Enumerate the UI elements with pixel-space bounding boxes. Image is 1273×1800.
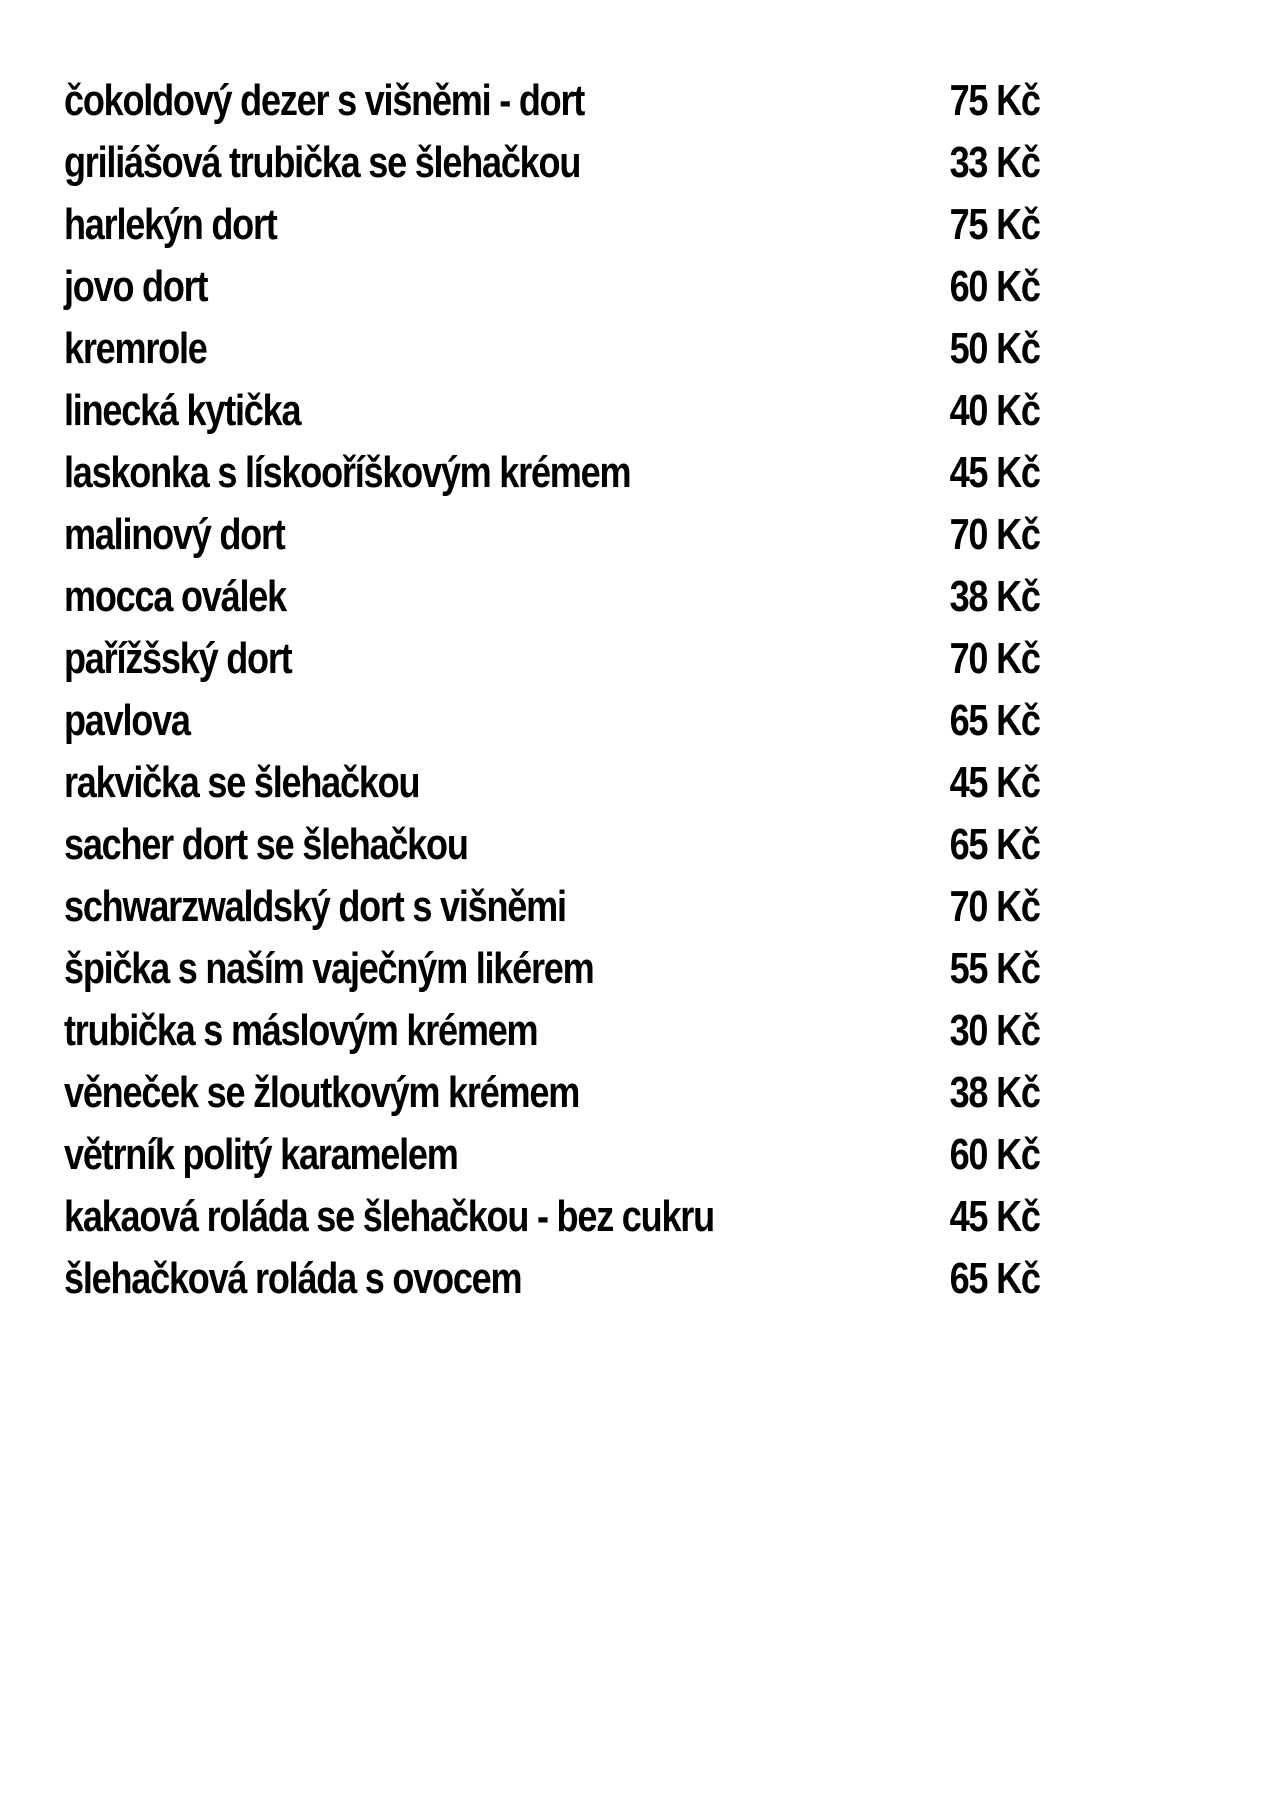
- item-price: 45 Kč: [949, 448, 1040, 497]
- list-item: [64, 752, 1040, 814]
- list-item: [64, 256, 1040, 318]
- list-item: [64, 70, 1040, 132]
- item-name: věneček se žloutkovým krémem: [64, 1068, 580, 1117]
- item-name: kakaová roláda se šlehačkou - bez cukru: [64, 1192, 714, 1241]
- item-price: 40 Kč: [949, 386, 1040, 435]
- item-price: 70 Kč: [949, 882, 1040, 931]
- list-item: [64, 380, 1040, 442]
- item-name: špička s naším vaječným likérem: [64, 944, 594, 993]
- item-name: pavlova: [64, 696, 190, 745]
- item-name: kremrole: [64, 324, 207, 373]
- list-item: [64, 194, 1040, 256]
- list-item: [64, 1124, 1040, 1186]
- price-list: [64, 70, 1064, 1310]
- item-name: griliášová trubička se šlehačkou: [64, 138, 581, 187]
- item-name: pařížšský dort: [64, 634, 292, 683]
- list-item: [64, 318, 1040, 380]
- item-price: 38 Kč: [949, 572, 1040, 621]
- list-item: [64, 1248, 1040, 1310]
- item-name: linecká kytička: [64, 386, 301, 435]
- item-price: 65 Kč: [949, 1254, 1040, 1303]
- item-name: jovo dort: [64, 262, 208, 311]
- item-price: 55 Kč: [949, 944, 1040, 993]
- list-item: [64, 566, 1040, 628]
- item-name: rakvička se šlehačkou: [64, 758, 420, 807]
- list-item: [64, 690, 1040, 752]
- item-name: větrník politý karamelem: [64, 1130, 458, 1179]
- item-name: trubička s máslovým krémem: [64, 1006, 538, 1055]
- list-item: [64, 938, 1040, 1000]
- list-item: [64, 132, 1040, 194]
- item-name: laskonka s lískooříškovým krémem: [64, 448, 631, 497]
- list-item: [64, 876, 1040, 938]
- item-price: 38 Kč: [949, 1068, 1040, 1117]
- item-price: 70 Kč: [949, 510, 1040, 559]
- list-item: [64, 442, 1040, 504]
- item-price: 50 Kč: [949, 324, 1040, 373]
- item-price: 65 Kč: [949, 696, 1040, 745]
- item-name: malinový dort: [64, 510, 285, 559]
- item-price: 65 Kč: [949, 820, 1040, 869]
- item-price: 60 Kč: [949, 1130, 1040, 1179]
- item-name: schwarzwaldský dort s višněmi: [64, 882, 566, 931]
- item-name: sacher dort se šlehačkou: [64, 820, 468, 869]
- list-item: [64, 1062, 1040, 1124]
- item-name: čokoldový dezer s višněmi - dort: [64, 76, 585, 125]
- list-item: [64, 814, 1040, 876]
- item-price: 45 Kč: [949, 1192, 1040, 1241]
- item-price: 33 Kč: [949, 138, 1040, 187]
- list-item: [64, 628, 1040, 690]
- item-price: 75 Kč: [949, 200, 1040, 249]
- item-price: 70 Kč: [949, 634, 1040, 683]
- item-name: šlehačková roláda s ovocem: [64, 1254, 522, 1303]
- item-price: 45 Kč: [949, 758, 1040, 807]
- list-item: [64, 504, 1040, 566]
- item-price: 75 Kč: [949, 76, 1040, 125]
- item-price: 30 Kč: [949, 1006, 1040, 1055]
- item-name: harlekýn dort: [64, 200, 277, 249]
- list-item: [64, 1000, 1040, 1062]
- list-item: [64, 1186, 1040, 1248]
- item-price: 60 Kč: [949, 262, 1040, 311]
- item-name: mocca oválek: [64, 572, 286, 621]
